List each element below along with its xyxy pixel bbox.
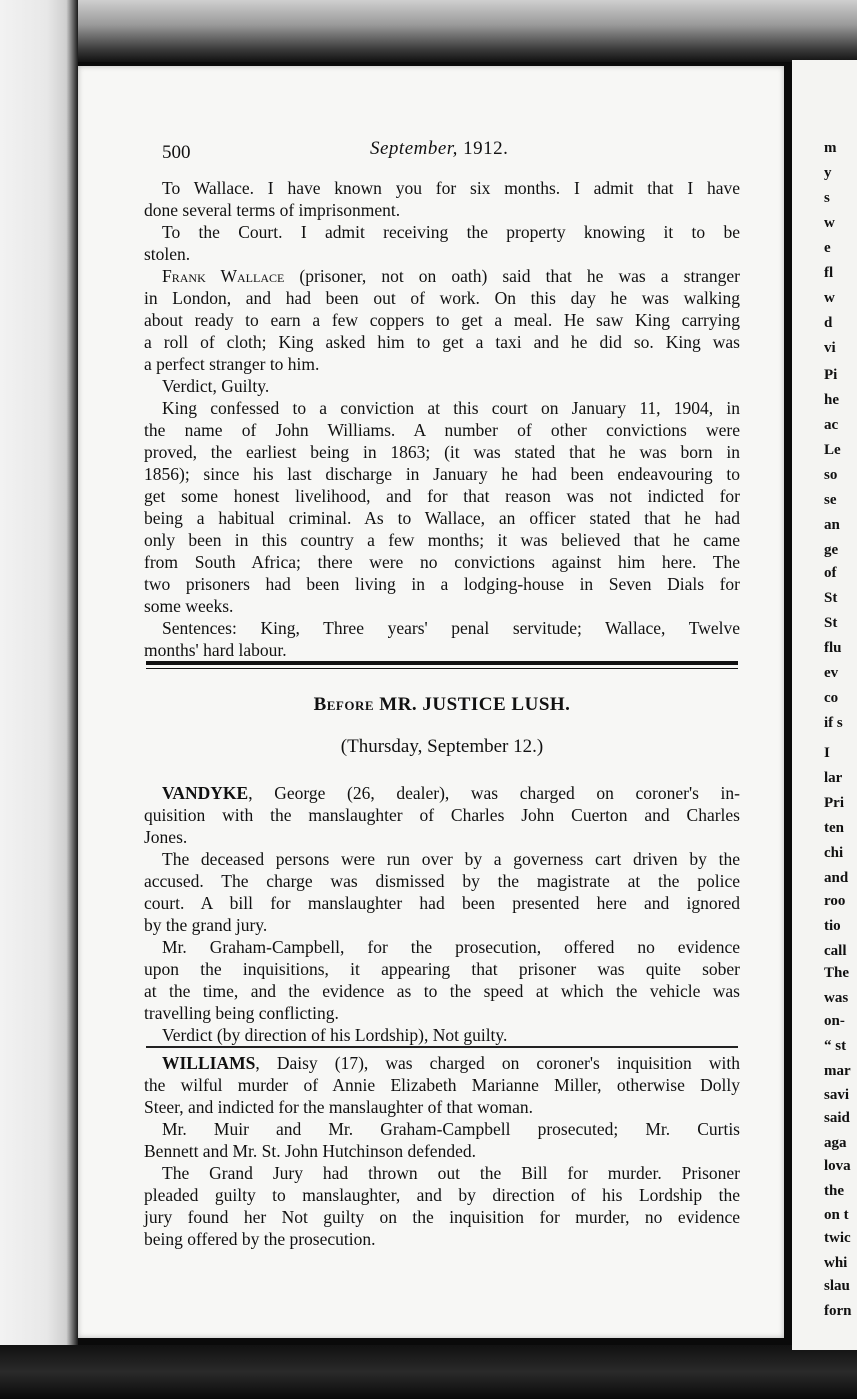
text-line: Mr. Muir and Mr. Graham-Campbell prosecuted; Mr. Curtis — [162, 1119, 740, 1139]
facing-page-fragment: St — [824, 615, 838, 631]
defendant-name: Frank Wallace — [162, 266, 285, 286]
text-line: a perfect stranger to him. — [144, 354, 320, 374]
facing-page-fragment: w — [824, 215, 835, 231]
facing-page-fragment: roo — [824, 893, 846, 909]
facing-page-fragment: so — [824, 467, 838, 483]
text-line: court. A bill for manslaughter had been presented here and ignored — [144, 893, 740, 913]
text-line: The Grand Jury had thrown out the Bill for murder. Prisoner — [162, 1163, 740, 1183]
text-line: stolen. — [144, 244, 191, 264]
text-line: To Wallace. I have known you for six months. I admit that I have — [162, 178, 740, 198]
text-line: about ready to earn a few coppers to get a meal. He saw King carrying — [144, 310, 740, 330]
facing-page-fragment: savi — [824, 1087, 850, 1103]
text-line: accused. The charge was dismissed by the magistrate at the police — [144, 871, 740, 891]
text-line: in London, and had been out of work. On this day he was walking — [144, 288, 740, 308]
text-line: Steer, and indicted for the manslaughter of that woman. — [144, 1097, 534, 1117]
facing-page-fragment: if s — [824, 715, 843, 731]
text-line: some weeks. — [144, 596, 234, 616]
facing-page-fragment: forn — [824, 1303, 852, 1319]
defendant-name: VANDYKE — [162, 783, 249, 803]
facing-page-fragment: an — [824, 517, 840, 533]
facing-page-fragment: call — [824, 943, 847, 959]
sentence-line: Sentences: King, Three years' penal servitude; Wallace, Twelve — [162, 618, 740, 638]
book-bottom-edge — [0, 1345, 857, 1399]
facing-page-fragment: w — [824, 290, 835, 306]
page-number: 500 — [162, 142, 191, 163]
section-divider-thick — [146, 661, 738, 665]
facing-page-fragment: d — [824, 315, 833, 331]
facing-page-fragment: the — [824, 1183, 844, 1199]
section-date: (Thursday, September 12.) — [340, 736, 544, 757]
facing-page-fragment: said — [824, 1110, 850, 1126]
facing-page-fragment: co — [824, 690, 839, 706]
text-line: quisition with the manslaughter of Charles John Cuerton and Charles — [144, 805, 740, 825]
facing-page-fragment: was — [824, 990, 849, 1006]
facing-page-fragment: of — [824, 565, 837, 581]
facing-page-fragment: The — [824, 965, 850, 981]
facing-page-fragment: s — [824, 190, 830, 206]
defendant-name: WILLIAMS — [162, 1053, 256, 1073]
header-year: 1912. — [463, 138, 509, 159]
facing-page-fragment: vi — [824, 340, 836, 356]
facing-page — [792, 60, 857, 1350]
text-line: Bennett and Mr. St. John Hutchinson defended. — [144, 1141, 476, 1161]
verdict-line: Verdict (by direction of his Lordship), Not guilty. — [162, 1025, 508, 1045]
facing-page-fragment: ac — [824, 417, 839, 433]
text-line: The deceased persons were run over by a governess cart driven by the — [162, 849, 740, 869]
text-line: To the Court. I admit receiving the property knowing it to be — [162, 222, 740, 242]
text-line: the name of John Williams. A number of other convictions were — [144, 420, 740, 440]
facing-page-fragment: Le — [824, 442, 841, 458]
facing-page-fragment: St — [824, 590, 838, 606]
text-line: being a habitual criminal. As to Wallace, an officer stated that he had — [144, 508, 740, 528]
header-month: September, — [370, 138, 458, 159]
facing-page-fragment: twic — [824, 1230, 851, 1246]
section-divider-thin — [146, 668, 738, 669]
facing-page-fragment: m — [824, 140, 837, 156]
facing-page-fragment: whi — [824, 1255, 848, 1271]
facing-page-fragment: y — [824, 165, 832, 181]
text-line: proved, the earliest being in 1863; (it was stated that he was born in — [144, 442, 740, 462]
case-vandyke — [144, 782, 740, 1046]
book-left-edge — [0, 0, 78, 1399]
facing-page-fragment: lova — [824, 1158, 851, 1174]
facing-page-fragment: and — [824, 870, 849, 886]
text-line: from South Africa; there were no convictions against him here. The — [144, 552, 740, 572]
text-line: upon the inquisitions, it appearing that prisoner was quite sober — [144, 959, 740, 979]
facing-page-fragment: ge — [824, 542, 839, 558]
text-line: being offered by the prosecution. — [144, 1229, 376, 1249]
text-line: by the grand jury. — [144, 915, 268, 935]
section-heading: Before MR. JUSTICE LUSH. — [313, 694, 571, 715]
top-proceedings — [144, 177, 740, 661]
text-line: 1856); since his last discharge in January he had been endeavouring to — [144, 464, 740, 484]
text-line: jury found her Not guilty on the inquisition for murder, no evidence — [144, 1207, 740, 1227]
facing-page-fragment: slau — [824, 1278, 850, 1294]
text-line: two prisoners had been living in a lodging-house in Seven Dials for — [144, 574, 740, 594]
facing-page-fragment: mar — [824, 1063, 851, 1079]
text-line: a roll of cloth; King asked him to get a taxi and he did so. King was — [144, 332, 740, 352]
text-line: at the time, and the evidence as to the speed at which the vehicle was — [144, 981, 740, 1001]
text-line: Jones. — [144, 827, 188, 847]
text-line: pleaded guilty to manslaughter, and by direction of his Lordship the — [144, 1185, 740, 1205]
facing-page-fragment: e — [824, 240, 831, 256]
facing-page-fragment: ev — [824, 665, 839, 681]
facing-page-fragment: aga — [824, 1135, 847, 1151]
facing-page-fragment: he — [824, 392, 839, 408]
text-line: the wilful murder of Annie Elizabeth Marianne Miller, otherwise Dolly — [144, 1075, 740, 1095]
text-line: travelling being conflicting. — [144, 1003, 339, 1023]
page-header-date — [370, 138, 508, 160]
facing-page-fragment: Pi — [824, 367, 838, 383]
facing-page-fragment: tio — [824, 918, 841, 934]
facing-page-fragment: fl — [824, 265, 834, 281]
text-line: done several terms of imprisonment. — [144, 200, 401, 220]
facing-page-fragment: Pri — [824, 795, 844, 811]
verdict-line: Verdict, Guilty. — [162, 376, 270, 396]
book-top-edge — [0, 0, 857, 62]
text-line: only been in this country a few months; it was believed that he came — [144, 530, 740, 550]
facing-page-fragment: se — [824, 492, 837, 508]
page-header — [162, 136, 752, 166]
facing-page-fragment: on- — [824, 1013, 845, 1029]
text-line: Frank Wallace (prisoner, not on oath) said that he was a stranger — [162, 266, 740, 286]
case-williams — [144, 1052, 740, 1250]
case-divider — [146, 1046, 738, 1048]
text-line: King confessed to a conviction at this court on January 11, 1904, in — [162, 398, 740, 418]
text-line: get some honest livelihood, and for that reason was not indicted for — [144, 486, 740, 506]
facing-page-fragment: lar — [824, 770, 843, 786]
facing-page-fragment: I — [824, 745, 830, 761]
facing-page-fragment: “ st — [824, 1038, 847, 1054]
text-line: Mr. Graham-Campbell, for the prosecution, offered no evidence — [162, 937, 740, 957]
case-title-line: WILLIAMS, Daisy (17), was charged on coroner's inquisition with — [162, 1053, 740, 1073]
facing-page-fragment: on t — [824, 1207, 849, 1223]
case-title-line: VANDYKE, George (26, dealer), was charged on coroner's in- — [162, 783, 740, 803]
facing-page-fragment: flu — [824, 640, 842, 656]
sentence-line: months' hard labour. — [144, 640, 287, 660]
facing-page-fragment: ten — [824, 820, 844, 836]
facing-page-fragment: chi — [824, 845, 844, 861]
